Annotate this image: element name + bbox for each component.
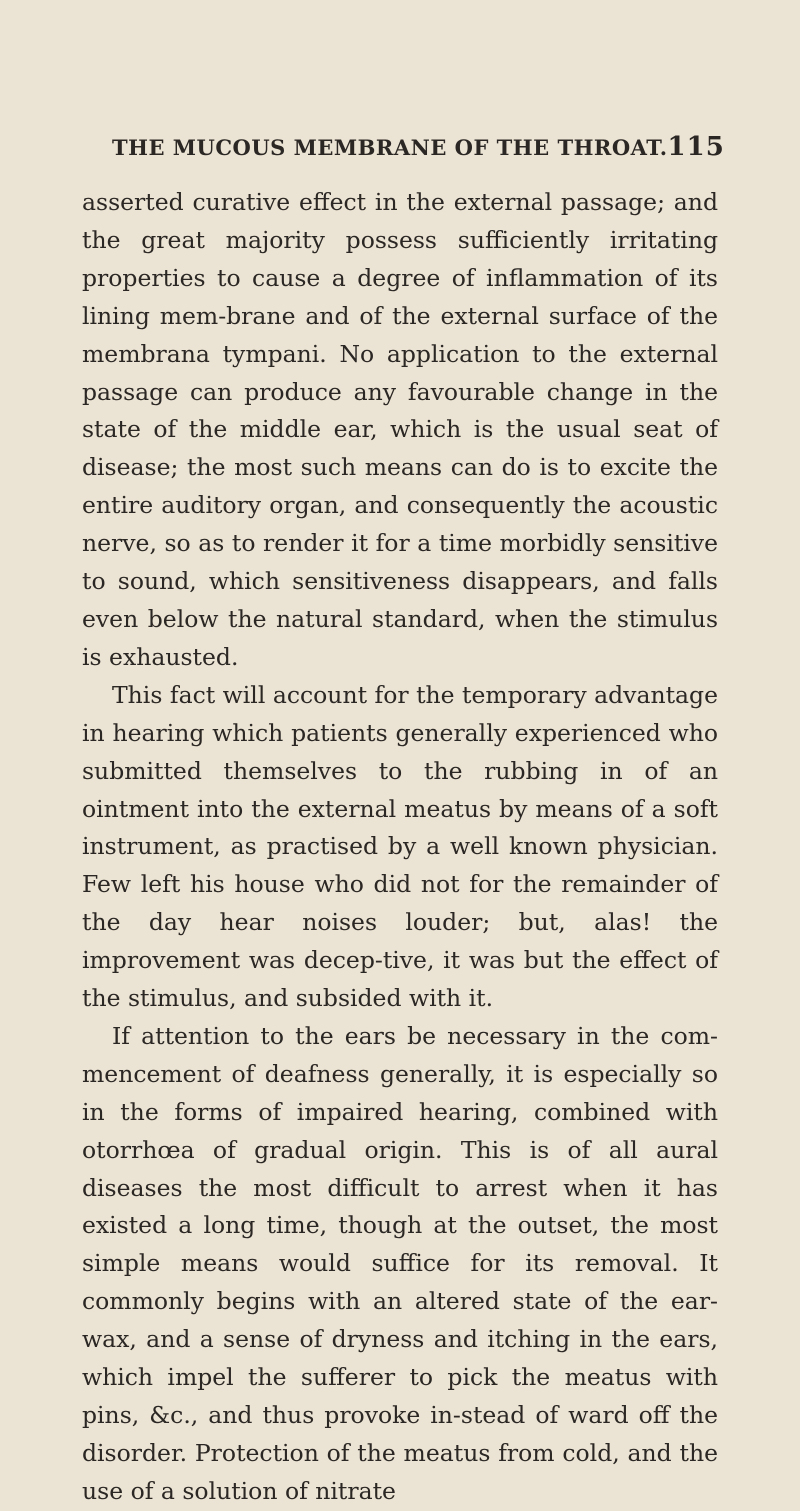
page-number: 115 — [667, 132, 725, 162]
body-text — [82, 184, 718, 1511]
paragraph-3: If attention to the ears be necessary in the com-mencement of deafness generally, it is especially so in the forms of impaired hearing, combined with otorrhœa of gradual origin. This is of all aural diseases the most difficult to arrest when it has existed a long time, though at the outset, the most simple means would suffice for its removal. It commonly begins with an altered state of the ear-wax, and a sense of dryness and itching in the ears, which impel the sufferer to pick the meatus with pins, &c., and thus provoke in-stead of ward off the disorder. Protection of the meatus from cold, and the use of a solution of nitrate — [82, 1021, 718, 1505]
running-head — [112, 132, 725, 162]
running-title: THE MUCOUS MEMBRANE OF THE THROAT. — [112, 135, 668, 160]
paragraph-1: asserted curative effect in the external passage; and the great majority possess sufficiently irritating properties to cause a degree of inflammation of its lining mem-brane and of the external surface of the membrana tympani. No application to the external passage can produce any favourable change in the state of the middle ear, which is the usual seat of disease; the most such means can do is to excite the entire auditory organ, and consequently the acoustic nerve, so as to render it for a time morbidly sensitive to sound, which sensitiveness disappears, and falls even below the natural standard, when the stimulus is exhausted. — [82, 188, 718, 671]
paragraph-2: This fact will account for the temporary advantage in hearing which patients generally experienced who submitted themselves to the rubbing in of an ointment into the external meatus by means of a soft instrument, as practised by a well known physician. Few left his house who did not for the remainder of the day hear noises louder; but, alas! the improvement was decep-tive, it was but the effect of the stimulus, and subsided with it. — [82, 680, 718, 1013]
